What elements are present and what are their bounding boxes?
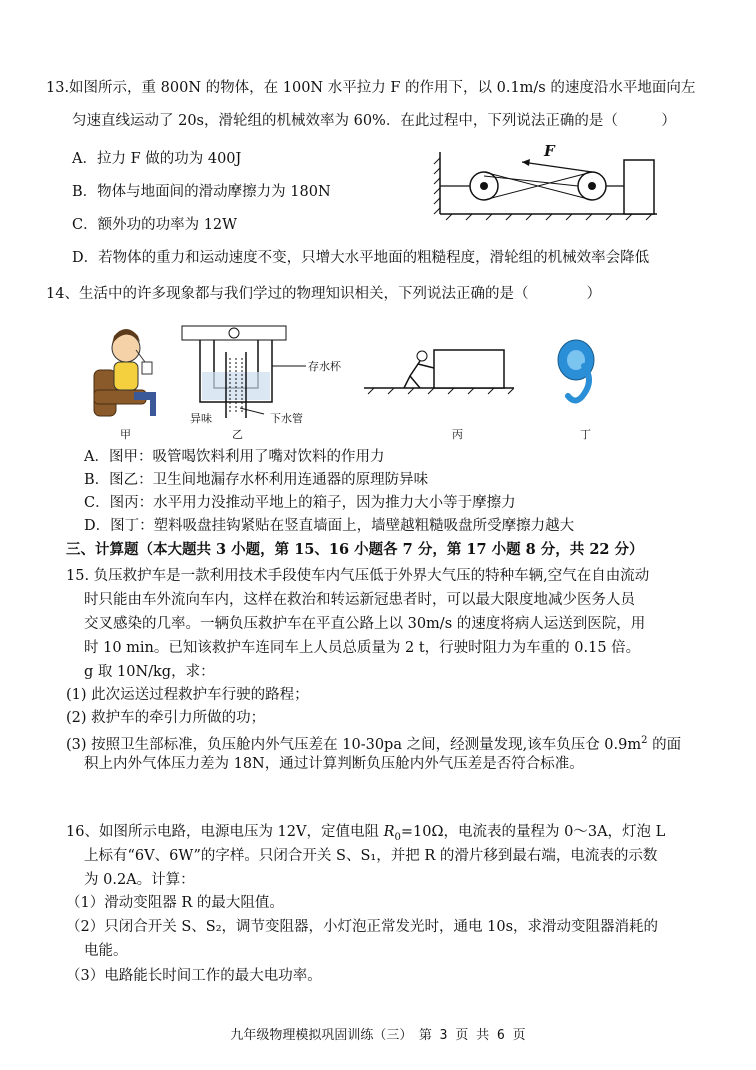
q14-option-c: C．图丙：水平用力没推动平地上的箱子，因为推力大小等于摩擦力 (84, 495, 516, 511)
q15-line1: 15. 负压救护车是一款利用技术手段使车内气压低于外界大气压的特种车辆,空气在自由流动 (66, 568, 650, 584)
q14-option-b: B．图乙：卫生间地漏存水杯利用连通器的原理防异味 (84, 472, 429, 488)
q15-line4: 时 10 min。已知该救护车连同车上人员总质量为 2 t，行驶时阻力为车重的 0.15 倍。 (84, 640, 641, 656)
q16-line2: 上标有“6V、6W”的字样。只闭合开关 S、S₁，并把 R 的滑片移到最右端，电流表的示数 (84, 848, 658, 864)
q13-option-c: C．额外功的功率为 12W (72, 217, 238, 233)
q16-sub1: （1）滑动变阻器 R 的最大阻值。 (66, 895, 284, 911)
fig-label-yi: 乙 (232, 428, 243, 441)
fig-label-bing: 丙 (452, 428, 463, 441)
q16-sub2-line1: （2）只闭合开关 S、S₂，调节变阻器，小灯泡正常发光时，通电 10s，求滑动变阻器消耗的 (66, 919, 659, 935)
label-xiashuiguan: 下水管 (270, 412, 303, 425)
q13-stem-line1: 13.如图所示，重 800N 的物体，在 100N 水平拉力 F 的作用下，以 0.1m/s 的速度沿水平地面向左 (46, 80, 696, 96)
q16-sub3: （3）电路能长时间工作的最大电功率。 (66, 968, 322, 984)
q13-option-d: D．若物体的重力和运动速度不变，只增大水平地面的粗糙程度，滑轮组的机械效率会降低 (72, 250, 650, 266)
q15-sub2: (2) 救护车的牵引力所做的功； (66, 710, 266, 726)
q16-sub2-line2: 电能。 (84, 943, 128, 959)
section-title: 三、计算题（本大题共 3 小题，第 15、16 小题各 7 分，第 17 小题 8 分，共 22 分） (66, 541, 644, 558)
q16-line3: 为 0.2A。计算： (84, 872, 195, 888)
q15-line5: g 取 10N/kg，求： (84, 664, 215, 680)
q14-option-d: D．图丁：塑料吸盘挂钩紧贴在竖直墙面上，墙壁越粗糙吸盘所受摩擦力越大 (84, 518, 575, 534)
force-f-label: F (544, 142, 555, 160)
q15-sub3-line2: 积上内外气体压力差为 18N，通过计算判断负压舱内外气压差是否符合标准。 (84, 756, 584, 772)
label-cunshuibei: 存水杯 (308, 360, 341, 373)
page-footer: 九年级物理模拟巩固训练（三） 第 3 页 共 6 页 (230, 1028, 526, 1043)
q14-stem: 14、生活中的许多现象都与我们学过的物理知识相关，下列说法正确的是（ ） (46, 286, 601, 302)
q16-line1: 16、如图所示电路，电源电压为 12V，定值电阻 $R_0=10\Omega$，电流表的量程为 0～3A，灯泡 L (66, 824, 666, 843)
fig-ding-suction-hook (554, 336, 602, 412)
q13-stem-line2: 匀速直线运动了 20s，滑轮组的机械效率为 60%．在此过程中，下列说法正确的是（ ） (72, 113, 676, 129)
q13-option-a: A．拉力 F 做的功为 400J (72, 151, 242, 167)
fig-label-jia: 甲 (120, 428, 131, 441)
label-yiwei: 异味 (190, 412, 212, 425)
q13-option-b: B．物体与地面间的滑动摩擦力为 180N (72, 184, 331, 200)
q14-option-a: A．图甲：吸管喝饮料利用了嘴对饮料的作用力 (84, 449, 385, 465)
q13-pulley-figure (432, 140, 662, 222)
q15-sub3-line1: (3) 按照卫生部标准，负压舱内外气压差在 10-30pa 之间，经测量发现,该车负压仓 $0.9m^2$ 的面 (66, 735, 682, 753)
q15-line3: 交叉感染的几率。一辆负压救护车在平直公路上以 30m/s 的速度将病人运送到医院，用 (84, 616, 646, 632)
fig-jia-boy-drinking (90, 322, 170, 422)
fig-bing-pushing-box (364, 346, 514, 396)
q15-line2: 时只能由车外流向车内，这样在救治和转运新冠患者时，可以最大限度地减少医务人员 (84, 592, 635, 608)
fig-label-ding: 丁 (580, 428, 591, 441)
q15-sub1: (1) 此次运送过程救护车行驶的路程； (66, 687, 309, 703)
